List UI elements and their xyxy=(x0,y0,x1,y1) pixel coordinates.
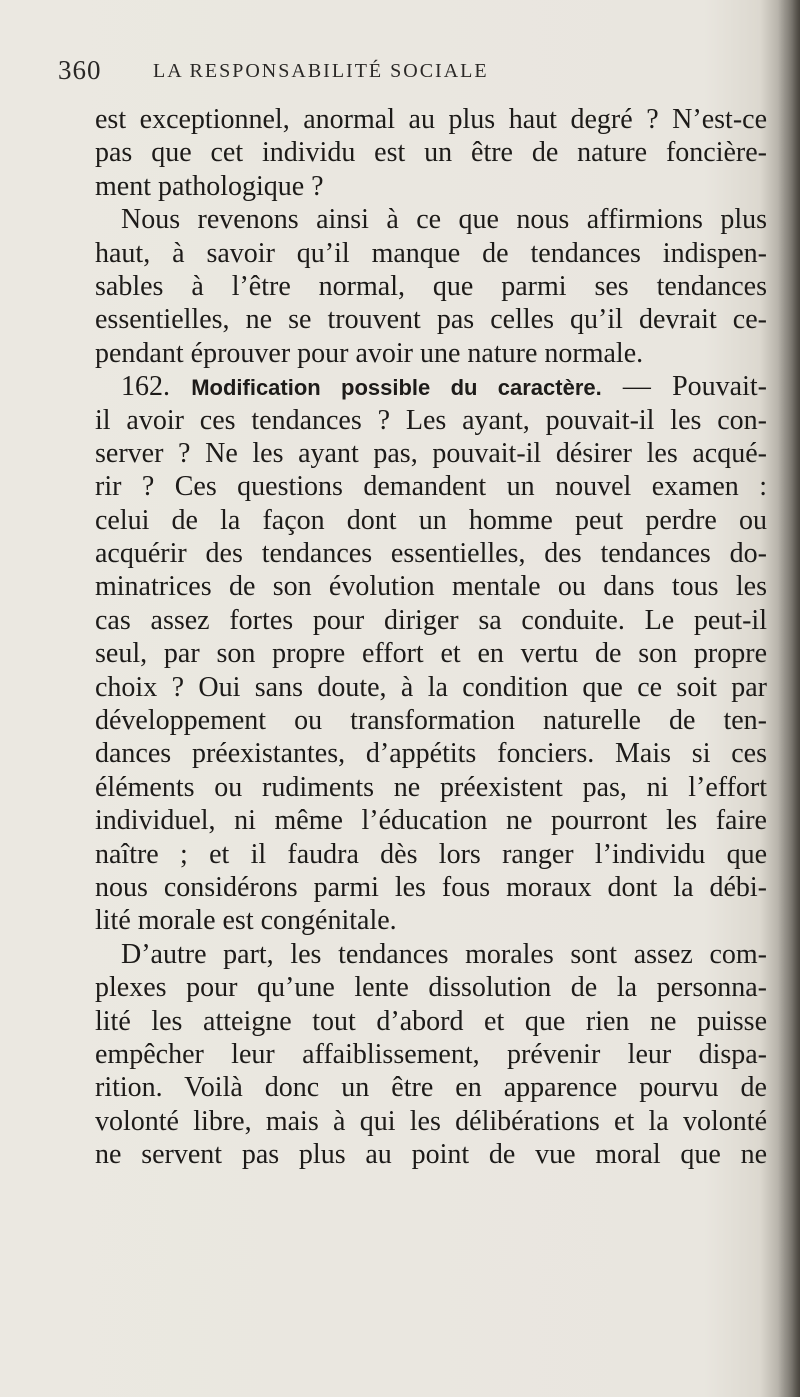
text-line: pas que cet individu est un être de nature foncière- xyxy=(95,137,767,169)
text-line: éléments ou rudiments ne préexistent pas, ni l’effort xyxy=(95,771,767,803)
text-line: essentielles, ne se trouvent pas celles qu’il devrait ce- xyxy=(95,304,767,336)
text-line: seul, par son propre effort et en vertu de son propre xyxy=(95,638,767,670)
text-line: ment pathologique ? xyxy=(95,170,324,202)
text-line: lité morale est congénitale. xyxy=(95,905,397,937)
text-line: empêcher leur affaiblissement, prévenir leur dispa- xyxy=(95,1038,767,1070)
text-line: il avoir ces tendances ? Les ayant, pouvait-il les con- xyxy=(95,404,767,436)
text-line: individuel, ni même l’éducation ne pourront les faire xyxy=(95,805,767,837)
paragraph-start-line: D’autre part, les tendances morales sont assez com- xyxy=(121,938,767,970)
text-line: nous considérons parmi les fous moraux dont la débi- xyxy=(95,871,767,903)
page-number: 360 xyxy=(58,55,102,85)
text-line: dances préexistantes, d’appétits fonciers. Mais si ces xyxy=(95,738,767,770)
text-line: pendant éprouver pour avoir une nature normale. xyxy=(95,337,644,369)
text-line: rir ? Ces questions demandent un nouvel examen : xyxy=(95,471,767,503)
text-line: lité les atteigne tout d’abord et que rien ne puisse xyxy=(95,1005,767,1037)
text-line: acquérir des tendances essentielles, des tendances do- xyxy=(95,538,767,570)
text-line: ne servent pas plus au point de vue moral que ne xyxy=(95,1139,767,1171)
text-line: minatrices de son évolution mentale ou dans tous les xyxy=(95,571,767,603)
text-line: naître ; et il faudra dès lors ranger l’individu que xyxy=(95,838,767,870)
body-text xyxy=(95,103,767,1172)
section-number: 162. xyxy=(121,371,170,403)
section-text: — Pouvait- xyxy=(622,371,767,403)
running-head xyxy=(58,55,658,95)
text-line: volonté libre, mais à qui les délibérations et la volonté xyxy=(95,1105,767,1137)
text-line: cas assez fortes pour diriger sa conduite. Le peut-il xyxy=(95,604,767,636)
section-title: Modification possible du caractère. xyxy=(191,375,602,401)
text-line: rition. Voilà donc un être en apparence pourvu de xyxy=(95,1072,767,1104)
text-line: plexes pour qu’une lente dissolution de la personna- xyxy=(95,972,767,1004)
text-line: développement ou transformation naturelle de ten- xyxy=(95,705,767,737)
binding-shadow xyxy=(778,0,800,1397)
text-line: haut, à savoir qu’il manque de tendances indispen- xyxy=(95,237,767,269)
running-title: LA RESPONSABILITÉ SOCIALE xyxy=(153,60,489,82)
paragraph-start-line: Nous revenons ainsi à ce que nous affirmions plus xyxy=(121,204,767,236)
section-heading-line xyxy=(95,370,767,403)
text-line: sables à l’être normal, que parmi ses tendances xyxy=(95,270,767,302)
text-line: est exceptionnel, anormal au plus haut degré ? N’est-ce xyxy=(95,104,767,135)
text-line: choix ? Oui sans doute, à la condition que ce soit par xyxy=(95,671,767,703)
text-line: server ? Ne les ayant pas, pouvait-il désirer les acqué- xyxy=(95,437,767,469)
text-line: celui de la façon dont un homme peut perdre ou xyxy=(95,504,767,536)
